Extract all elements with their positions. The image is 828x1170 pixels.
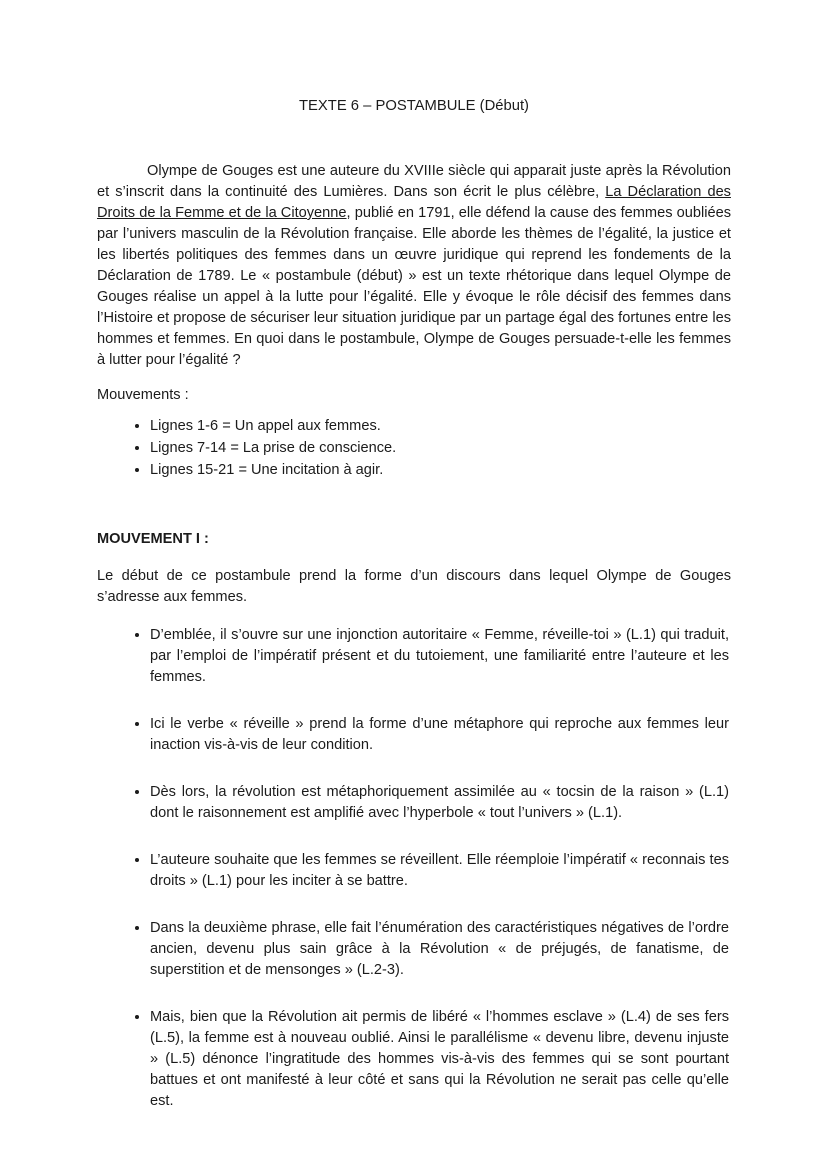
- list-item: • Mais, bien que la Révolution ait permis de libéré « l’hommes esclave » (L.4) de ses fers (L.5), la femme est à nouveau oublié. Ainsi le parallélisme « devenu libre, devenu injuste » (L.5) dénonce l’ingratitude des hommes vis-à-vis des femmes qui se sont pourtant battues et ont manifesté à leur côté et sans qui la Révolution ne serait pas celle qu’elle est.: [150, 1007, 731, 1112]
- list-item: • Dès lors, la révolution est métaphoriquement assimilée au « tocsin de la raison » (L.1) dont le raisonnement est amplifié avec l’hyperbole « tout l’univers » (L.1).: [150, 782, 731, 824]
- mouvements-list: [97, 416, 731, 481]
- intro-paragraph: [97, 161, 731, 371]
- document-title: TEXTE 6 – POSTAMBULE (Début): [299, 98, 529, 114]
- list-item: • Ici le verbe « réveille » prend la forme d’une métaphore qui reproche aux femmes leur inaction vis-à-vis de leur condition.: [150, 714, 731, 756]
- intro-text-after: , publié en 1791, elle défend la cause des femmes oubliées par l’univers masculin de la Révolution française. Elle aborde les thèmes de l’égalité, la justice et les libertés politiques des femmes dans un œuvre juridique qui reprend les fondements de la Déclaration de 1789. Le « postambule (début) » est un texte rhétorique dans lequel Olympe de Gouges réalise un appel à la lutte pour l’égalité. Elle y évoque le rôle décisif des femmes dans l’Histoire et propose de sécuriser leur situation juridique par un partage égal des fortunes entre les hommes et femmes. En quoi dans le postambule, Olympe de Gouges persuade-t-elle les femmes à lutter pour l’égalité ?: [97, 205, 731, 368]
- intro-underlined-work-title: La Déclaration des Droits de la Femme et de la Citoyenne: [97, 184, 731, 221]
- intro-text-before: Olympe de Gouges est une auteure du XVIIIe siècle qui apparait juste après la Révolution et s’inscrit dans la continuité des Lumières. Dans son écrit le plus célèbre,: [97, 163, 731, 200]
- list-item: • D’emblée, il s’ouvre sur une injonction autoritaire « Femme, réveille-toi » (L.1) qui traduit, par l’emploi de l’impératif présent et du tutoiement, une familiarité entre l’auteure et les femmes.: [150, 625, 731, 688]
- list-item: • Lignes 7-14 = La prise de conscience.: [150, 438, 731, 459]
- mouvement1-intro: Le début de ce postambule prend la forme d’un discours dans lequel Olympe de Gouges s’adresse aux femmes.: [97, 568, 731, 605]
- list-item: • Dans la deuxième phrase, elle fait l’énumération des caractéristiques négatives de l’ordre ancien, devenu plus sain grâce à la Révolution « de préjugés, de fanatisme, de superstition et de mensonges » (L.2-3).: [150, 918, 731, 981]
- list-item: • Lignes 1-6 = Un appel aux femmes.: [150, 416, 731, 437]
- mouvements-label: Mouvements :: [97, 387, 189, 403]
- mouvement1-bullet-list: [97, 625, 731, 1112]
- list-item: • Lignes 15-21 = Une incitation à agir.: [150, 460, 731, 481]
- list-item: • L’auteure souhaite que les femmes se réveillent. Elle réemploie l’impératif « reconnais tes droits » (L.1) pour les inciter à se battre.: [150, 850, 731, 892]
- mouvement1-heading: MOUVEMENT I :: [97, 531, 209, 547]
